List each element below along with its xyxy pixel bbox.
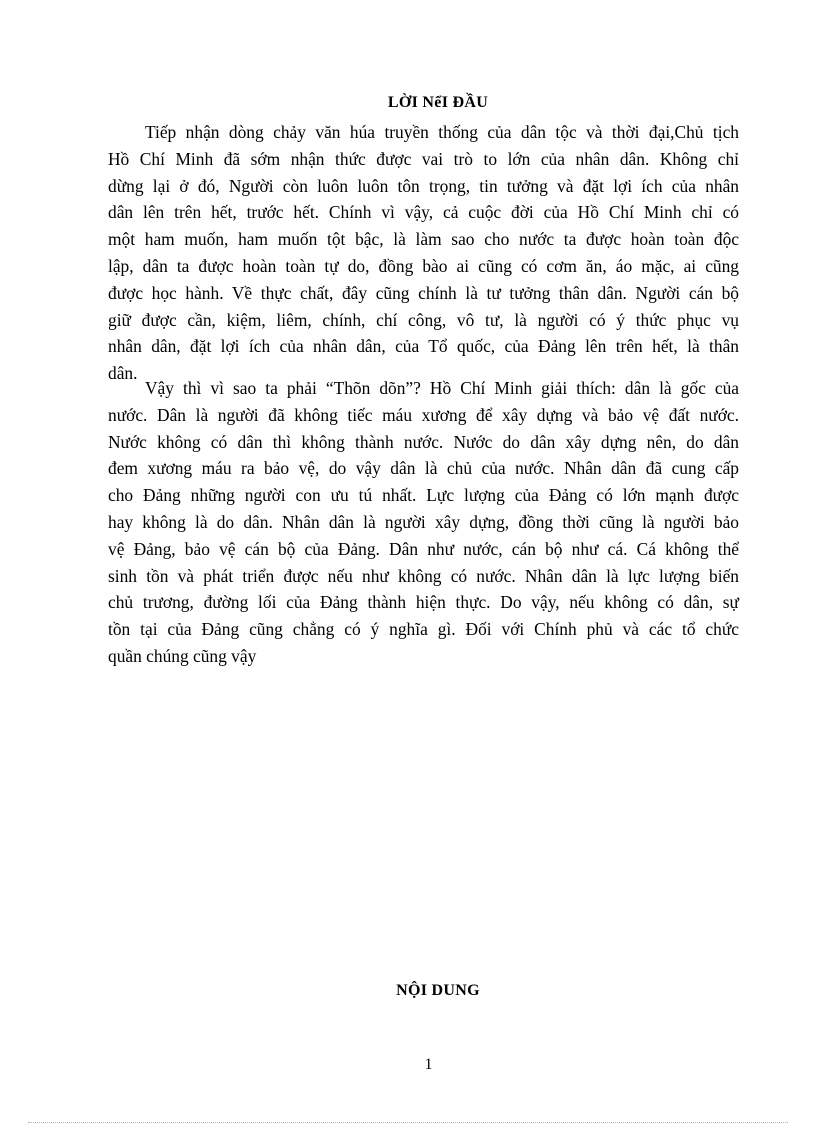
paragraph-why-people <box>108 375 739 670</box>
paragraph-intro <box>108 119 739 387</box>
text-line: một ham muốn, ham muốn tột bậc, là làm sao cho nước ta được hoàn toàn độc <box>108 229 739 250</box>
text-line: hay không là do dân. Nhân dân là người xây dựng, đồng thời cũng là người bảo <box>108 511 739 532</box>
text-line: vệ Đảng, bảo vệ cán bộ của Đảng. Dân như nước, cán bộ như cá. Cá không thể <box>108 538 739 559</box>
text-line: Tiếp nhận dòng chảy văn húa truyền thống của dân tộc và thời đại,Chủ tịch <box>145 122 739 142</box>
content-heading: NỘI DUNG <box>396 982 480 999</box>
text-line: được học hành. Về thực chất, đây cũng chính là tư tưởng thân dân. Người cán bộ <box>108 282 739 303</box>
text-line: dừng lại ở đó, Người còn luôn luôn tôn trọng, tin tưởng và đặt lợi ích của nhân <box>108 175 739 196</box>
text-line: Hồ Chí Minh đã sớm nhận thức được vai trò to lớn của nhân dân. Không chỉ <box>108 148 739 169</box>
text-line: nước. Dân là người đã không tiếc máu xương để xây dựng và bảo vệ đất nước. <box>108 404 739 425</box>
text-line: tồn tại của Đảng cũng chẳng có ý nghĩa gì. Đối với Chính phủ và các tổ chức <box>108 619 739 640</box>
text-line: quần chúng cũng vậy <box>108 645 257 666</box>
text-line: sinh tồn và phát triển được nếu như không có nước. Nhân dân là lực lượng biến <box>108 565 739 586</box>
text-line: nhân dân, đặt lợi ích của nhân dân, của Tổ quốc, của Đảng lên trên hết, là thân <box>108 336 739 357</box>
text-line: dân. <box>108 363 138 384</box>
text-line: cho Đảng những người con ưu tú nhất. Lực lượng của Đảng có lớn mạnh được <box>108 485 739 506</box>
page-number: 1 <box>424 1056 433 1073</box>
text-line: Nước không có dân thì không thành nước. Nước do dân xây dựng nên, do dân <box>108 431 739 452</box>
intro-heading: LỜI NểI ĐẦU <box>387 94 489 111</box>
text-line: đem xương máu ra bảo vệ, do vậy dân là chủ của nước. Nhân dân đã cung cấp <box>108 458 739 479</box>
text-line: lập, dân ta được hoàn toàn tự do, đồng bào ai cũng có cơm ăn, áo mặc, ai cũng <box>108 255 739 276</box>
text-line: giữ được cần, kiệm, liêm, chính, chí công, vô tư, là người có ý thức phục vụ <box>108 309 739 330</box>
text-line: Vậy thì vì sao ta phải “Thõn dõn”? Hồ Chí Minh giải thích: dân là gốc của <box>145 378 739 398</box>
text-line: chủ trương, đường lối của Đảng thành hiện thực. Do vậy, nếu không có dân, sự <box>108 592 739 613</box>
text-line: dân lên trên hết, trước hết. Chính vì vậy, cả cuộc đời của Hồ Chí Minh chỉ có <box>108 202 739 223</box>
